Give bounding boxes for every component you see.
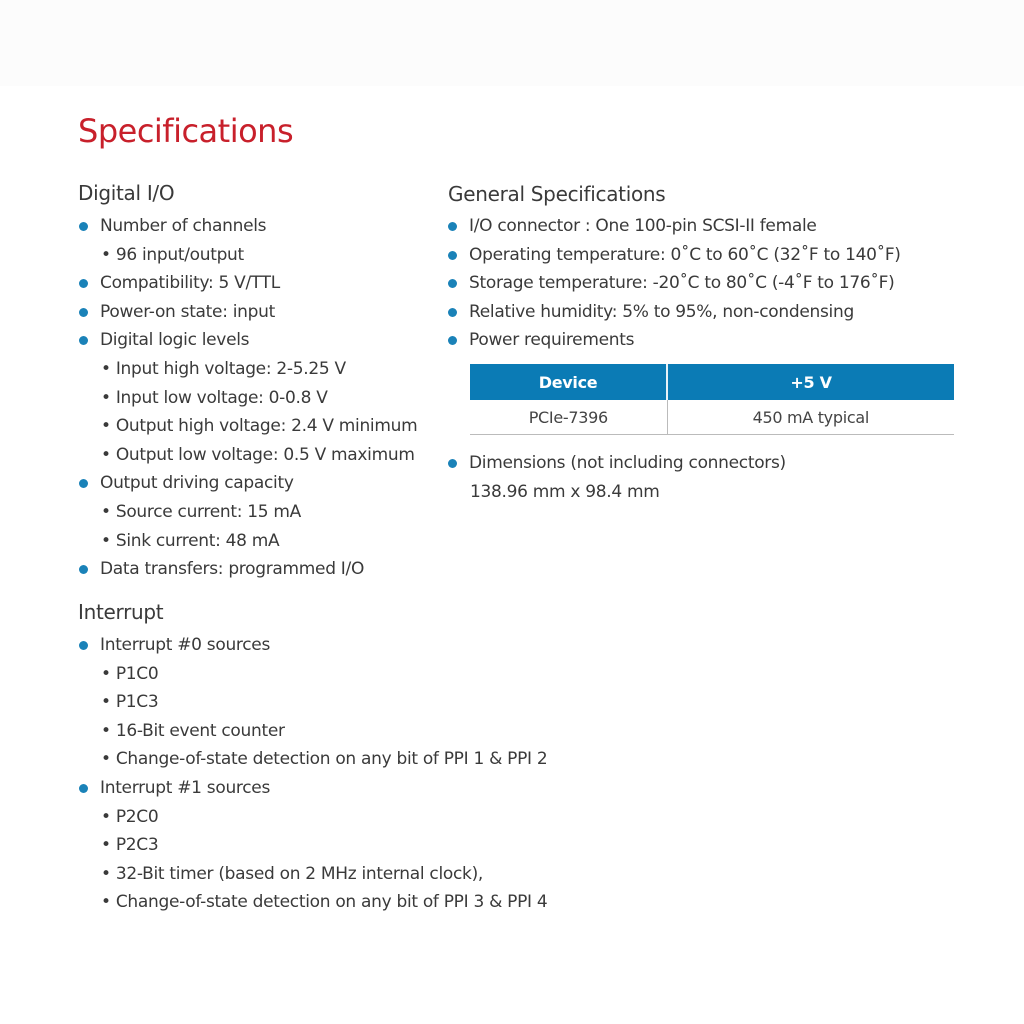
list-item: • Input high voltage: 2-5.25 V: [101, 358, 346, 379]
list-item: • Sink current: 48 mA: [101, 530, 280, 551]
list-item: • P1C3: [101, 692, 159, 713]
table-row: [470, 400, 954, 435]
list-item: Storage temperature: -20˚C to 80˚C (-4˚F to 176˚F): [448, 269, 901, 298]
list-item: Compatibility: 5 V/TTL: [79, 269, 417, 298]
digital-io-list: [79, 212, 417, 584]
list-item: Power-on state: input: [79, 298, 417, 327]
list-item: Interrupt #0 sources: [79, 631, 547, 660]
list-item: • Input low voltage: 0-0.8 V: [101, 387, 328, 408]
top-band: [0, 0, 1024, 86]
digital-io-heading: Digital I/O: [78, 181, 175, 205]
list-item: Digital logic levels: [79, 326, 417, 355]
list-item: Relative humidity: 5% to 95%, non-condensing: [448, 298, 901, 327]
general-list: [448, 212, 901, 355]
list-item: • Change-of-state detection on any bit of PPI 1 & PPI 2: [101, 749, 548, 770]
header-5v: +5 V: [667, 364, 954, 400]
list-item: • P1C0: [101, 663, 159, 684]
list-item: • 32-Bit timer (based on 2 MHz internal clock),: [101, 863, 484, 884]
list-item: Number of channels: [79, 212, 417, 241]
list-item: Data transfers: programmed I/O: [79, 555, 417, 584]
list-item: • P2C0: [101, 806, 159, 827]
list-item: • Source current: 15 mA: [101, 501, 302, 522]
power-table: [470, 364, 954, 435]
header-device: Device: [470, 364, 667, 400]
list-item: Interrupt #1 sources: [79, 774, 547, 803]
list-item: Output driving capacity: [79, 469, 417, 498]
list-item: Operating temperature: 0˚C to 60˚C (32˚F to 140˚F): [448, 241, 901, 270]
dimensions-list: [448, 449, 786, 506]
list-item: • 96 input/output: [101, 244, 244, 265]
interrupt-list: [79, 631, 547, 917]
list-item: • 16-Bit event counter: [101, 720, 285, 741]
list-item: • Change-of-state detection on any bit of PPI 3 & PPI 4: [101, 892, 548, 913]
table-header-row: [470, 364, 954, 400]
page-title: Specifications: [78, 112, 294, 150]
list-item: Power requirements: [448, 326, 901, 355]
cell-device: PCIe-7396: [470, 400, 667, 435]
list-item: I/O connector : One 100-pin SCSI-II female: [448, 212, 901, 241]
list-item: 138.96 mm x 98.4 mm: [470, 481, 660, 502]
cell-current: 450 mA typical: [667, 400, 954, 435]
list-item: • P2C3: [101, 835, 159, 856]
list-item: Dimensions (not including connectors): [448, 449, 786, 478]
list-item: • Output low voltage: 0.5 V maximum: [101, 444, 415, 465]
general-heading: General Specifications: [448, 182, 666, 206]
list-item: • Output high voltage: 2.4 V minimum: [101, 416, 418, 437]
interrupt-heading: Interrupt: [78, 600, 164, 624]
